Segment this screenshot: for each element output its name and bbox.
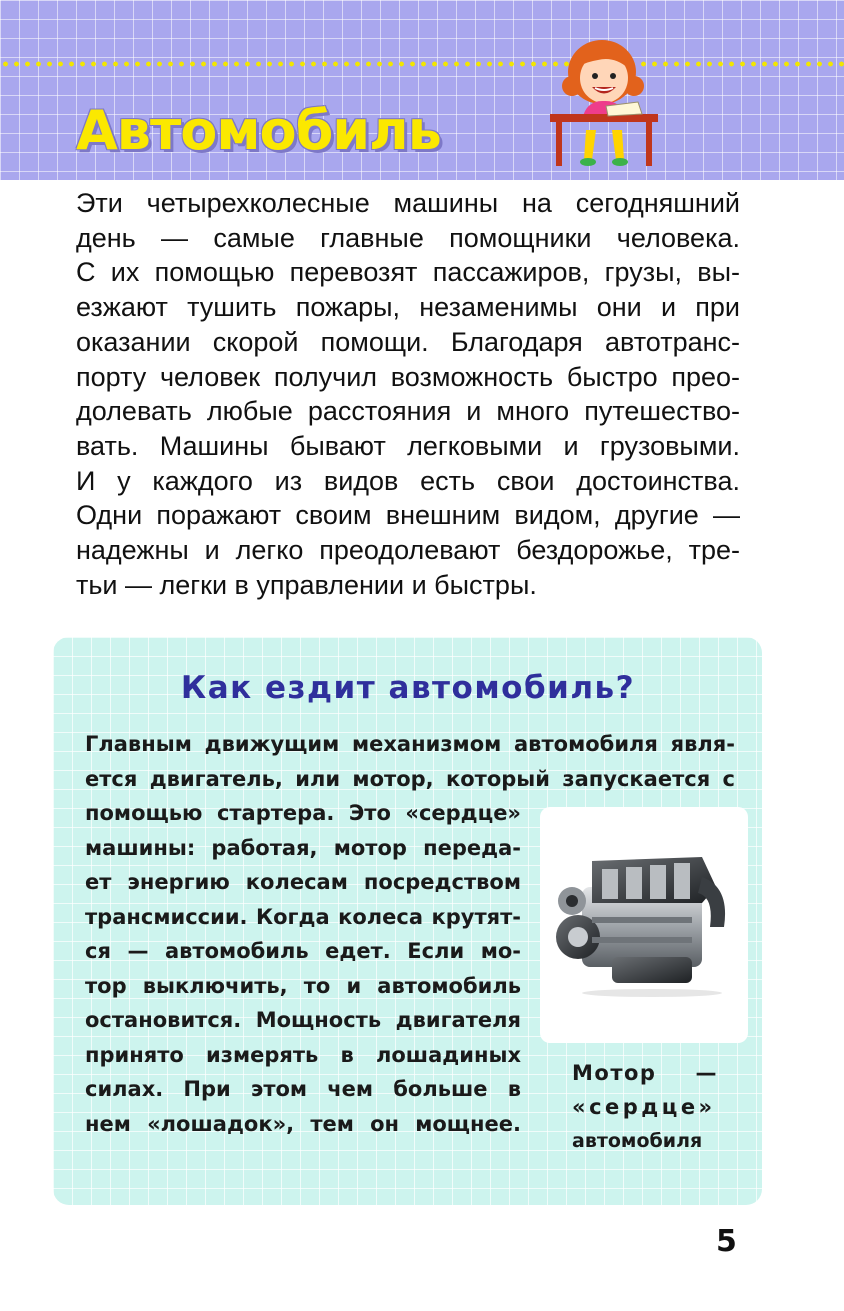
info-line: принято измерять в лошадиных (85, 1042, 521, 1067)
info-line: Главным движущим механизмом автомобиля явля- (85, 732, 735, 756)
info-line: нем «лошадок», тем он мощнее. (85, 1111, 521, 1136)
page-title: Автомобиль (76, 99, 441, 162)
engine-photo (540, 807, 748, 1043)
info-line: силах. При этом чем больше в (85, 1077, 521, 1101)
intro-line: езжают тушить пожары, незаменимы они и при (76, 292, 740, 323)
intro-line: надежны и легко преодолевают бездорожье, тре- (76, 535, 740, 566)
info-line: ся — автомобиль едет. Если мо- (85, 939, 521, 963)
intro-line: порту человек получил возможность быстро прео- (76, 361, 740, 392)
intro-paragraph (76, 186, 740, 602)
page-number: 5 (716, 1224, 737, 1259)
info-line: ет энергию колесам посредством (85, 870, 521, 894)
caption-word: автомобиля (572, 1130, 703, 1152)
info-line: ется двигатель, или мотор, который запускается с (85, 766, 735, 791)
info-line: помощью стартера. Это «сердце» (85, 801, 521, 825)
engine-icon (552, 847, 736, 997)
intro-line: С их помощью перевозят пассажиров, грузы, вы- (76, 257, 740, 288)
caption-word: Мотор (572, 1061, 657, 1085)
intro-line: И у каждого из видов есть свои достоинства. (76, 465, 740, 496)
girl-at-desk-icon (546, 34, 662, 170)
info-line: трансмиссии. Когда колеса крутят- (85, 904, 521, 929)
info-line: тор выключить, то и автомобиль (85, 973, 521, 998)
caption-word: «сердце» (572, 1095, 716, 1119)
intro-line: оказании скорой помощи. Благодаря автотранс- (76, 326, 740, 357)
intro-line: Одни поражают своим внешним видом, другие — (76, 500, 740, 531)
intro-line: тьи — легки в управлении и быстры. (76, 569, 537, 600)
photo-caption (572, 1056, 718, 1158)
intro-line: вать. Машины бывают легковыми и грузовыми. (76, 430, 740, 461)
info-box-text-wide (85, 727, 735, 796)
info-box-text-narrow (85, 796, 521, 1141)
info-box-title: Как ездит автомобиль? (180, 670, 636, 706)
intro-line: Эти четырехколесные машины на сегодняшний (76, 188, 740, 218)
intro-line: день — самые главные помощники человека. (76, 222, 740, 253)
dotted-divider (0, 60, 844, 68)
info-line: машины: работая, мотор переда- (85, 835, 521, 860)
info-line: остановится. Мощность двигателя (85, 1008, 521, 1032)
caption-dash: — (695, 1061, 718, 1085)
intro-line: долевать любые расстояния и много путешество- (76, 396, 740, 427)
